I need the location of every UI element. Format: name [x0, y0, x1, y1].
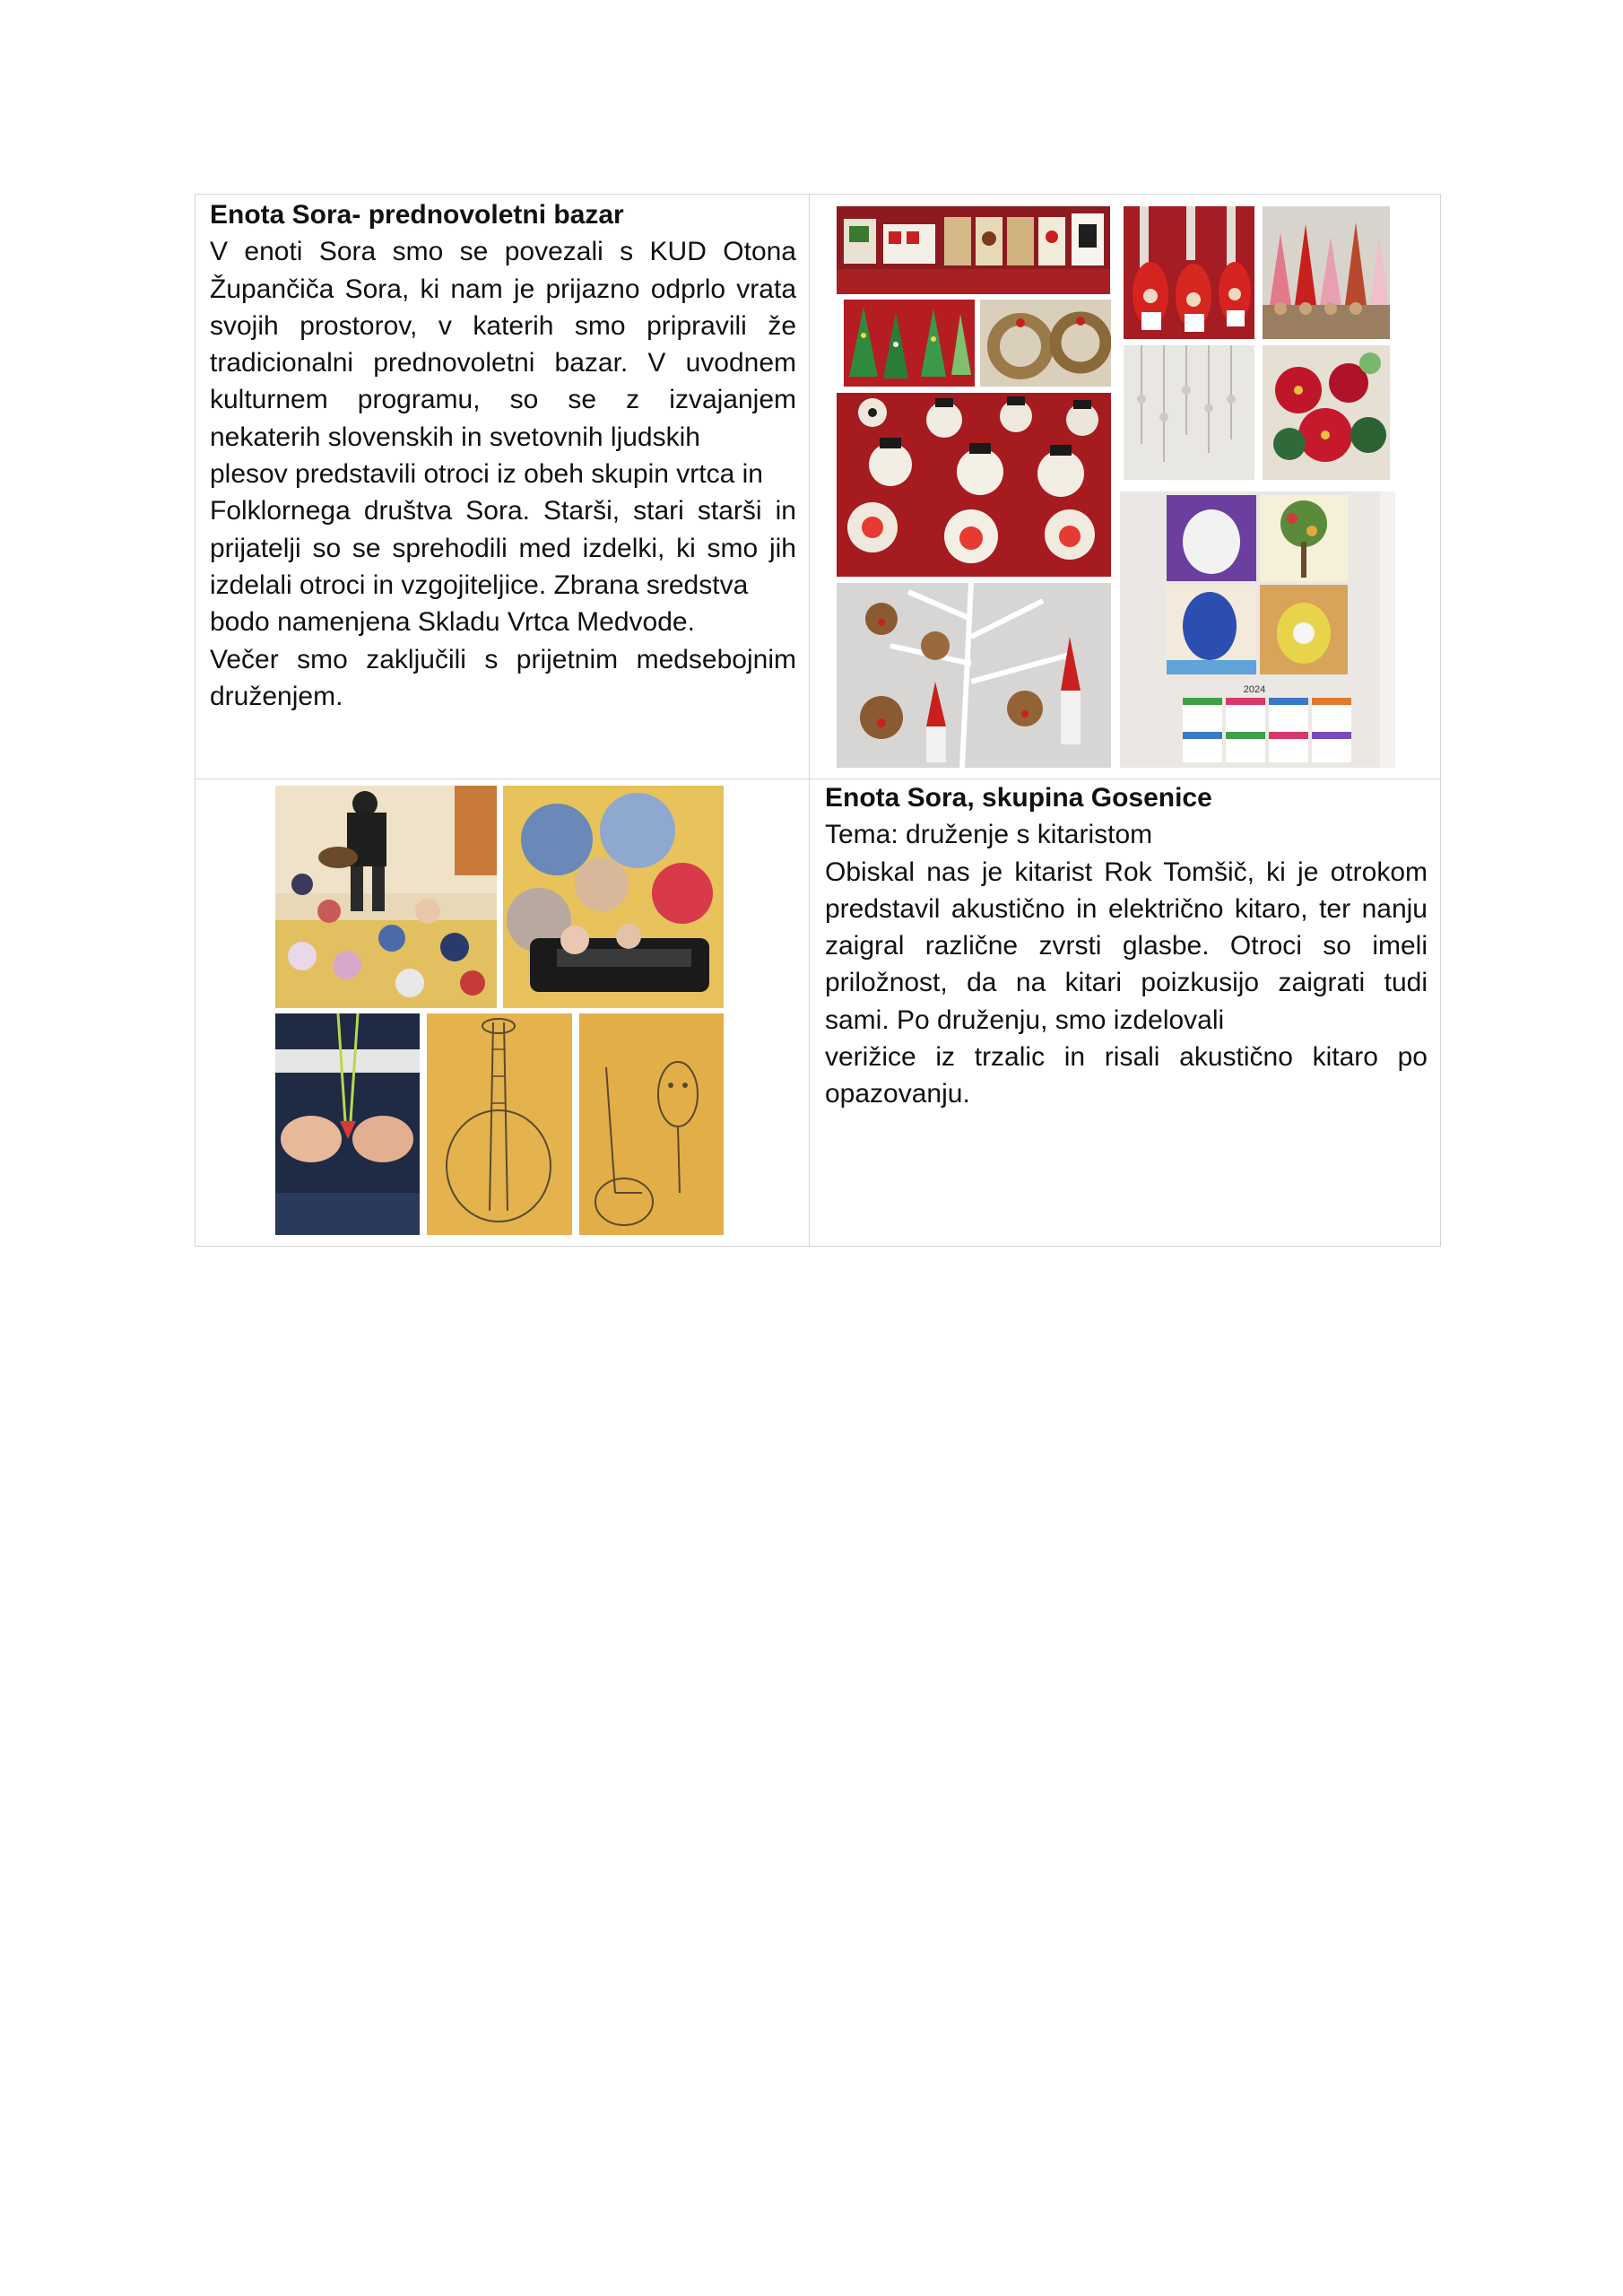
- calendar-year: 2024: [1243, 684, 1266, 695]
- photo-reindeer-ornaments: [837, 583, 1111, 768]
- photo-wreaths: [980, 300, 1111, 387]
- bazar-paragraph-2: Folklornega društva Sora. Starši, stari starši in prijatelji so se sprehodili med izdelki, ki smo jih izdelali otroci in vzgojiteljice. Zbrana sredstva: [210, 496, 796, 600]
- gosenice-paragraph-1: Obiskal nas je kitarist Rok Tomšič, ki je otrokom predstavil akustično in električno kitaro, ter nanju zaigral različne zvrsti glasbe. Otroci so imeli priložnost, da na kitari poizkusijo zaigrati tudi sami. Po druženju, smo izdelovali: [825, 857, 1428, 1035]
- photo-guitar-drawing-2: [579, 1013, 724, 1235]
- gosenice-text-cell: [825, 779, 1428, 1113]
- photo-pick-necklace: [275, 1013, 420, 1235]
- photo-guitarist-with-children: [275, 786, 497, 1008]
- photo-gnome-hats: [1263, 206, 1390, 339]
- gosenice-paragraph-2: verižice iz trzalic in risali akustično kitaro po opazovanju.: [825, 1042, 1428, 1109]
- bazar-title: Enota Sora- prednovoletni bazar: [210, 200, 624, 230]
- gosenice-title: Enota Sora, skupina Gosenice: [825, 783, 1212, 813]
- photo-guitar-drawing-1: [427, 1013, 572, 1235]
- photo-gnome-spoons: [1124, 206, 1254, 339]
- table-column-divider: [809, 194, 810, 1247]
- photo-children-guitar-case: [503, 786, 724, 1008]
- photo-artwork-calendar: [1120, 491, 1395, 768]
- photo-hanging-decorations: [1124, 345, 1254, 480]
- gosenice-theme: Tema: druženje s kitaristom: [825, 820, 1153, 850]
- bazar-paragraph-3: Večer smo zaključili s prijetnim medsebojnim druženjem.: [210, 644, 796, 711]
- photo-tree-cards: [844, 300, 975, 387]
- photo-christmas-cards: [837, 206, 1110, 294]
- bazar-line-skladu: bodo namenjena Skladu Vrtca Medvode.: [210, 607, 695, 638]
- photo-poinsettias: [1263, 345, 1390, 480]
- bazar-text-cell: [210, 196, 796, 715]
- bazar-paragraph-1: V enoti Sora smo se povezali s KUD Otona Župančiča Sora, ki nam je prijazno odprlo vrata svojih prostorov, v katerih smo pripravili že tradicionalni prednovoletni bazar. V uvodnem kulturnem programu, so se z izvajanjem nekaterih slovenskih in svetovnih ljudskih: [210, 237, 796, 452]
- photo-snowman-decorations: [837, 393, 1111, 577]
- bazar-line-plesov: plesov predstavili otroci iz obeh skupin vrtca in: [210, 459, 763, 490]
